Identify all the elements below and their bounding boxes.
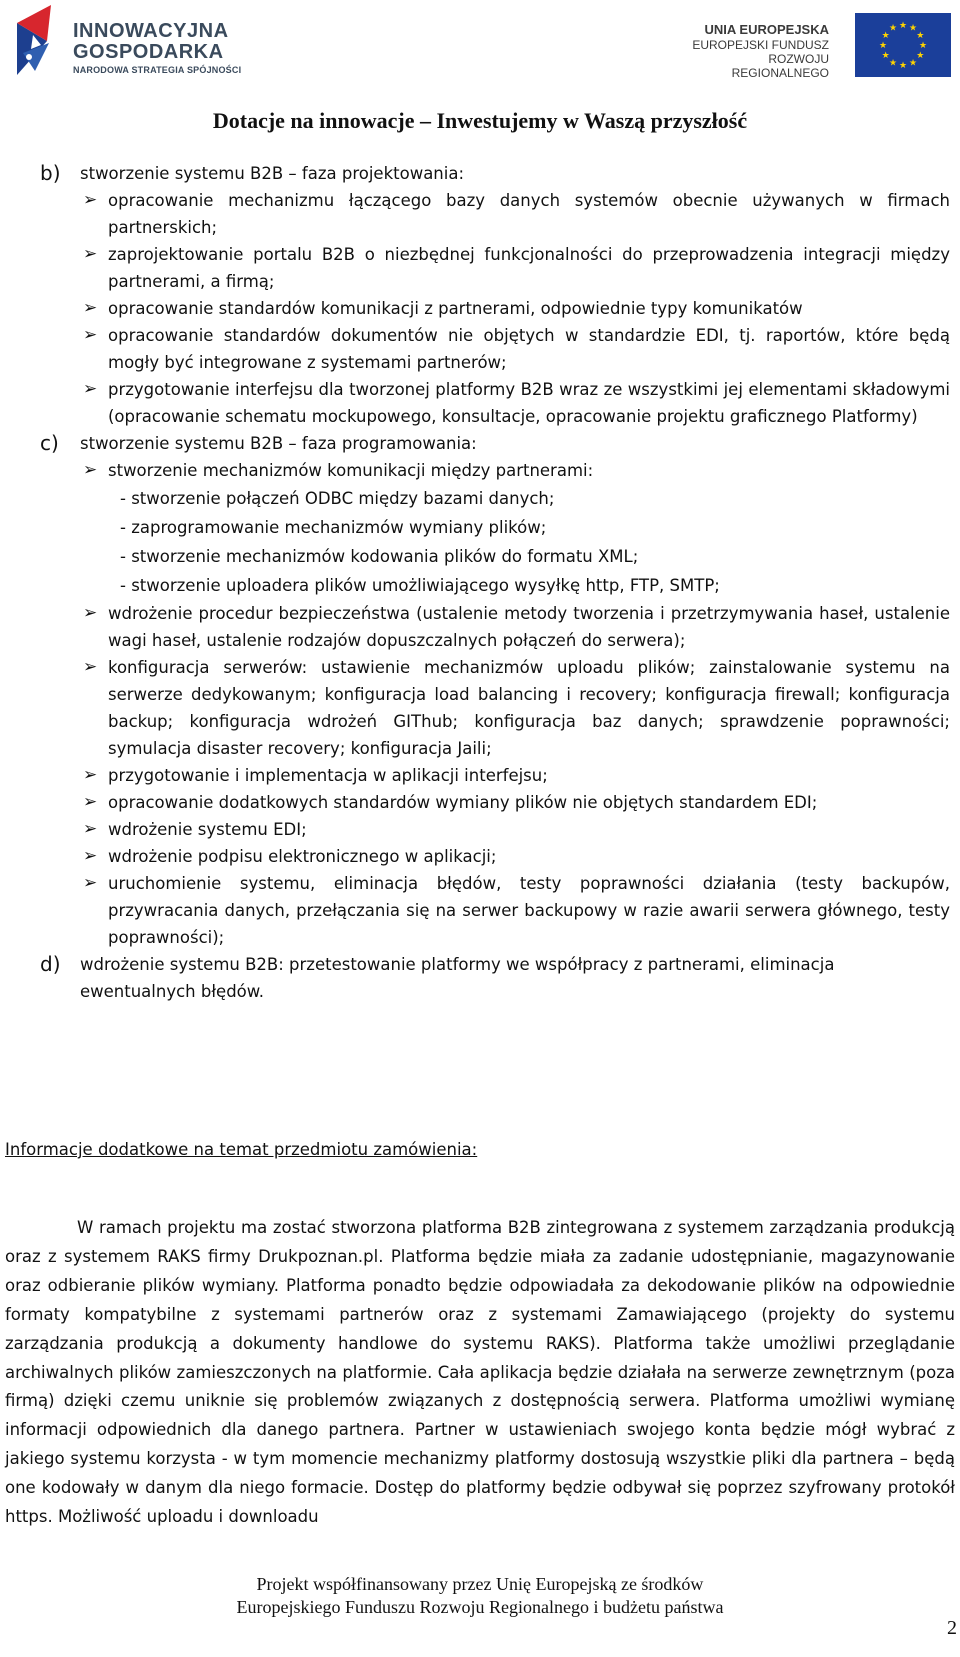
innowacyjna-gospodarka-logo [13, 5, 243, 80]
ig-line2: GOSPODARKA [73, 41, 224, 63]
list-item [80, 870, 950, 951]
list-item-text: uruchomienie systemu, eliminacja błędów, testy poprawności działania (testy backupów, przywracania danych, przełączania się na serwer backupowy w razie awarii serwera głównego, testy poprawności); [108, 874, 950, 947]
page-header [0, 0, 960, 90]
eu-flag-icon [855, 13, 951, 77]
list-item-text: opracowanie mechanizmu łączącego bazy danych systemów obecnie używanych w firmach partnerskich; [108, 191, 950, 237]
page-number: 2 [947, 1617, 957, 1639]
list-item [80, 322, 950, 376]
sub-list [108, 484, 950, 600]
eu-line1: UNIA EUROPEJSKA [704, 22, 829, 37]
arrow-bullet-icon: ➢ [83, 244, 98, 264]
list-item [80, 600, 950, 654]
eu-star-icon: ★ [888, 23, 898, 34]
tagline: Dotacje na innowacje – Inwestujemy w Waszą przyszłość [212, 108, 748, 133]
list-item [80, 295, 950, 322]
sub-list-item: - stworzenie mechanizmów kodowania plików do formatu XML; [120, 547, 639, 566]
eu-star-icon: ★ [878, 41, 888, 51]
sub-list-item: - stworzenie połączeń ODBC między bazami danych; [120, 489, 555, 508]
eu-star-icon: ★ [918, 41, 928, 51]
list-item-text: opracowanie standardów dokumentów nie objętych w standardzie EDI, tj. raportów, które będą mogły być integrowane z systemami partnerów; [108, 326, 950, 372]
arrow-bullet-icon: ➢ [83, 460, 98, 480]
section-label: c) [40, 431, 59, 455]
list-item-text: przygotowanie interfejsu dla tworzonej platformy B2B wraz ze wszystkimi jej elementami składowymi (opracowanie schematu mockupowego, konsultacje, opracowanie projektu graficznego Platformy) [108, 380, 950, 426]
arrow-bullet-icon: ➢ [83, 765, 98, 785]
arrow-bullet-icon: ➢ [83, 846, 98, 866]
eu-line2: EUROPEJSKI FUNDUSZ [692, 37, 829, 52]
arrow-bullet-icon: ➢ [83, 873, 98, 893]
info-paragraph: W ramach projektu ma zostać stworzona platforma B2B zintegrowana z systemem zarządzania produkcją oraz z systemem RAKS firmy Drukpoznan.pl. Platforma będzie miała za zadanie udostępnianie, magazynowanie oraz odbieranie plików wymiany. Platforma ponadto będzie odpowiadała za dekodowanie plików na odpowiednie formaty kompatybilne z systemami partnerów oraz z systemami Zamawiającego (projekty do systemu zarządzania produkcją a dokumenty handlowe do systemu RAKS). Platforma także umożliwi przeglądanie archiwalnych plików zamieszczonych na platformie. Cała aplikacja będzie działała na serwerze zewnętrznym (poza firmą) dzięki czemu uniknie się problemów związanych z dostępnością serwera. Platforma umożliwi wymianę informacji odpowiednich dla danego partnera. Partner w ustawieniach swojego konta będzie mógł wybrać z jakiego systemu korzysta - w tym momencie mechanizmy platformy dostosują wszystkie pliki dla partnera – będą one kodowały w danym dla niego formacie. Dostęp do platformy będzie odbywał się poprzez szyfrowany protokół https. Możliwość uploadu i downloadu [5, 1218, 955, 1527]
list-item [80, 457, 950, 600]
eu-star-icon: ★ [916, 31, 925, 41]
bullet-list [80, 187, 950, 430]
arrow-bullet-icon: ➢ [83, 190, 98, 210]
section-label: b) [40, 161, 61, 185]
bullet-list [80, 457, 950, 951]
ig-line3: NARODOWA STRATEGIA SPÓJNOŚCI [73, 65, 242, 75]
eu-star-icon: ★ [898, 21, 908, 31]
list-item-text: opracowanie dodatkowych standardów wymiany plików nie objętych standardem EDI; [108, 793, 818, 812]
list-item [80, 241, 950, 295]
list-item-text: opracowanie standardów komunikacji z partnerami, odpowiednie typy komunikatów [108, 299, 803, 318]
list-item [80, 654, 950, 762]
arrow-bullet-icon: ➢ [83, 325, 98, 345]
eu-star-icon: ★ [881, 51, 890, 61]
list-item [80, 843, 950, 870]
arrow-bullet-icon: ➢ [83, 298, 98, 318]
eu-star-icon: ★ [916, 51, 925, 61]
eu-star-icon: ★ [908, 23, 918, 34]
list-item-text: wdrożenie procedur bezpieczeństwa (ustalenie metody tworzenia i przetrzymywania haseł, ustalenie wagi haseł, ustalenie rodzajów dopuszczalnych połączeń do serwera); [108, 604, 950, 650]
arrow-bullet-icon: ➢ [83, 603, 98, 623]
arrow-bullet-icon: ➢ [83, 657, 98, 677]
list-item-text: zaprojektowanie portalu B2B o niezbędnej funkcjonalności do przeprowadzenia integracji między partnerami, a firmą; [108, 245, 950, 291]
section-c [0, 430, 950, 951]
sub-list-item: - zaprogramowanie mechanizmów wymiany plików; [120, 518, 547, 537]
list-item [80, 816, 950, 843]
section-d [0, 951, 950, 1005]
eu-star-icon: ★ [908, 58, 918, 69]
list-item [80, 762, 950, 789]
info-heading: Informacje dodatkowe na temat przedmiotu zamówienia: [5, 1140, 478, 1159]
section-label: d) [40, 952, 61, 976]
ig-line1: INNOWACYJNA [73, 20, 229, 42]
list-item-text: konfiguracja serwerów: ustawienie mechanizmów uploadu plików; zainstalowanie systemu na serwerze dedykowanym; konfiguracja load balancing i recovery; konfiguracja firewall; konfiguracja backup; konfiguracja wdrożeń GIThub; konfiguracja baz danych; sprawdzenie poprawności; symulacja disaster recovery; konfiguracja Jaili; [108, 658, 950, 758]
section-title: stworzenie systemu B2B – faza programowania: [80, 434, 477, 453]
eu-logo [681, 12, 951, 82]
section-title: wdrożenie systemu B2B: przetestowanie platformy we współpracy z partnerami, eliminacja ewentualnych błędów. [80, 955, 835, 1001]
list-item-text: stworzenie mechanizmów komunikacji między partnerami: [108, 461, 594, 480]
footer-line1: Projekt współfinansowany przez Unię Europejską ze środków [256, 1574, 704, 1594]
eu-star-icon: ★ [881, 31, 890, 41]
arrow-bullet-icon: ➢ [83, 819, 98, 839]
sub-list-item: - stworzenie uploadera plików umożliwiającego wysyłkę http, FTP, SMTP; [120, 576, 720, 595]
list-item-text: przygotowanie i implementacja w aplikacji interfejsu; [108, 766, 548, 785]
arrow-bullet-icon: ➢ [83, 379, 98, 399]
footer-line2: Europejskiego Funduszu Rozwoju Regionalnego i budżetu państwa [236, 1597, 724, 1617]
ig-logo-icon [13, 5, 63, 75]
eu-star-icon: ★ [888, 58, 898, 69]
list-item [80, 789, 950, 816]
eu-line3: ROZWOJU REGIONALNEGO [731, 51, 829, 81]
arrow-bullet-icon: ➢ [83, 792, 98, 812]
document-body [0, 160, 960, 1005]
page-footer [0, 1573, 960, 1619]
section-title: stworzenie systemu B2B – faza projektowania: [80, 164, 465, 183]
list-item-text: wdrożenie systemu EDI; [108, 820, 307, 839]
section-b [0, 160, 950, 430]
eu-star-icon: ★ [898, 61, 908, 71]
list-item [80, 376, 950, 430]
list-item-text: wdrożenie podpisu elektronicznego w aplikacji; [108, 847, 497, 866]
list-item [80, 187, 950, 241]
